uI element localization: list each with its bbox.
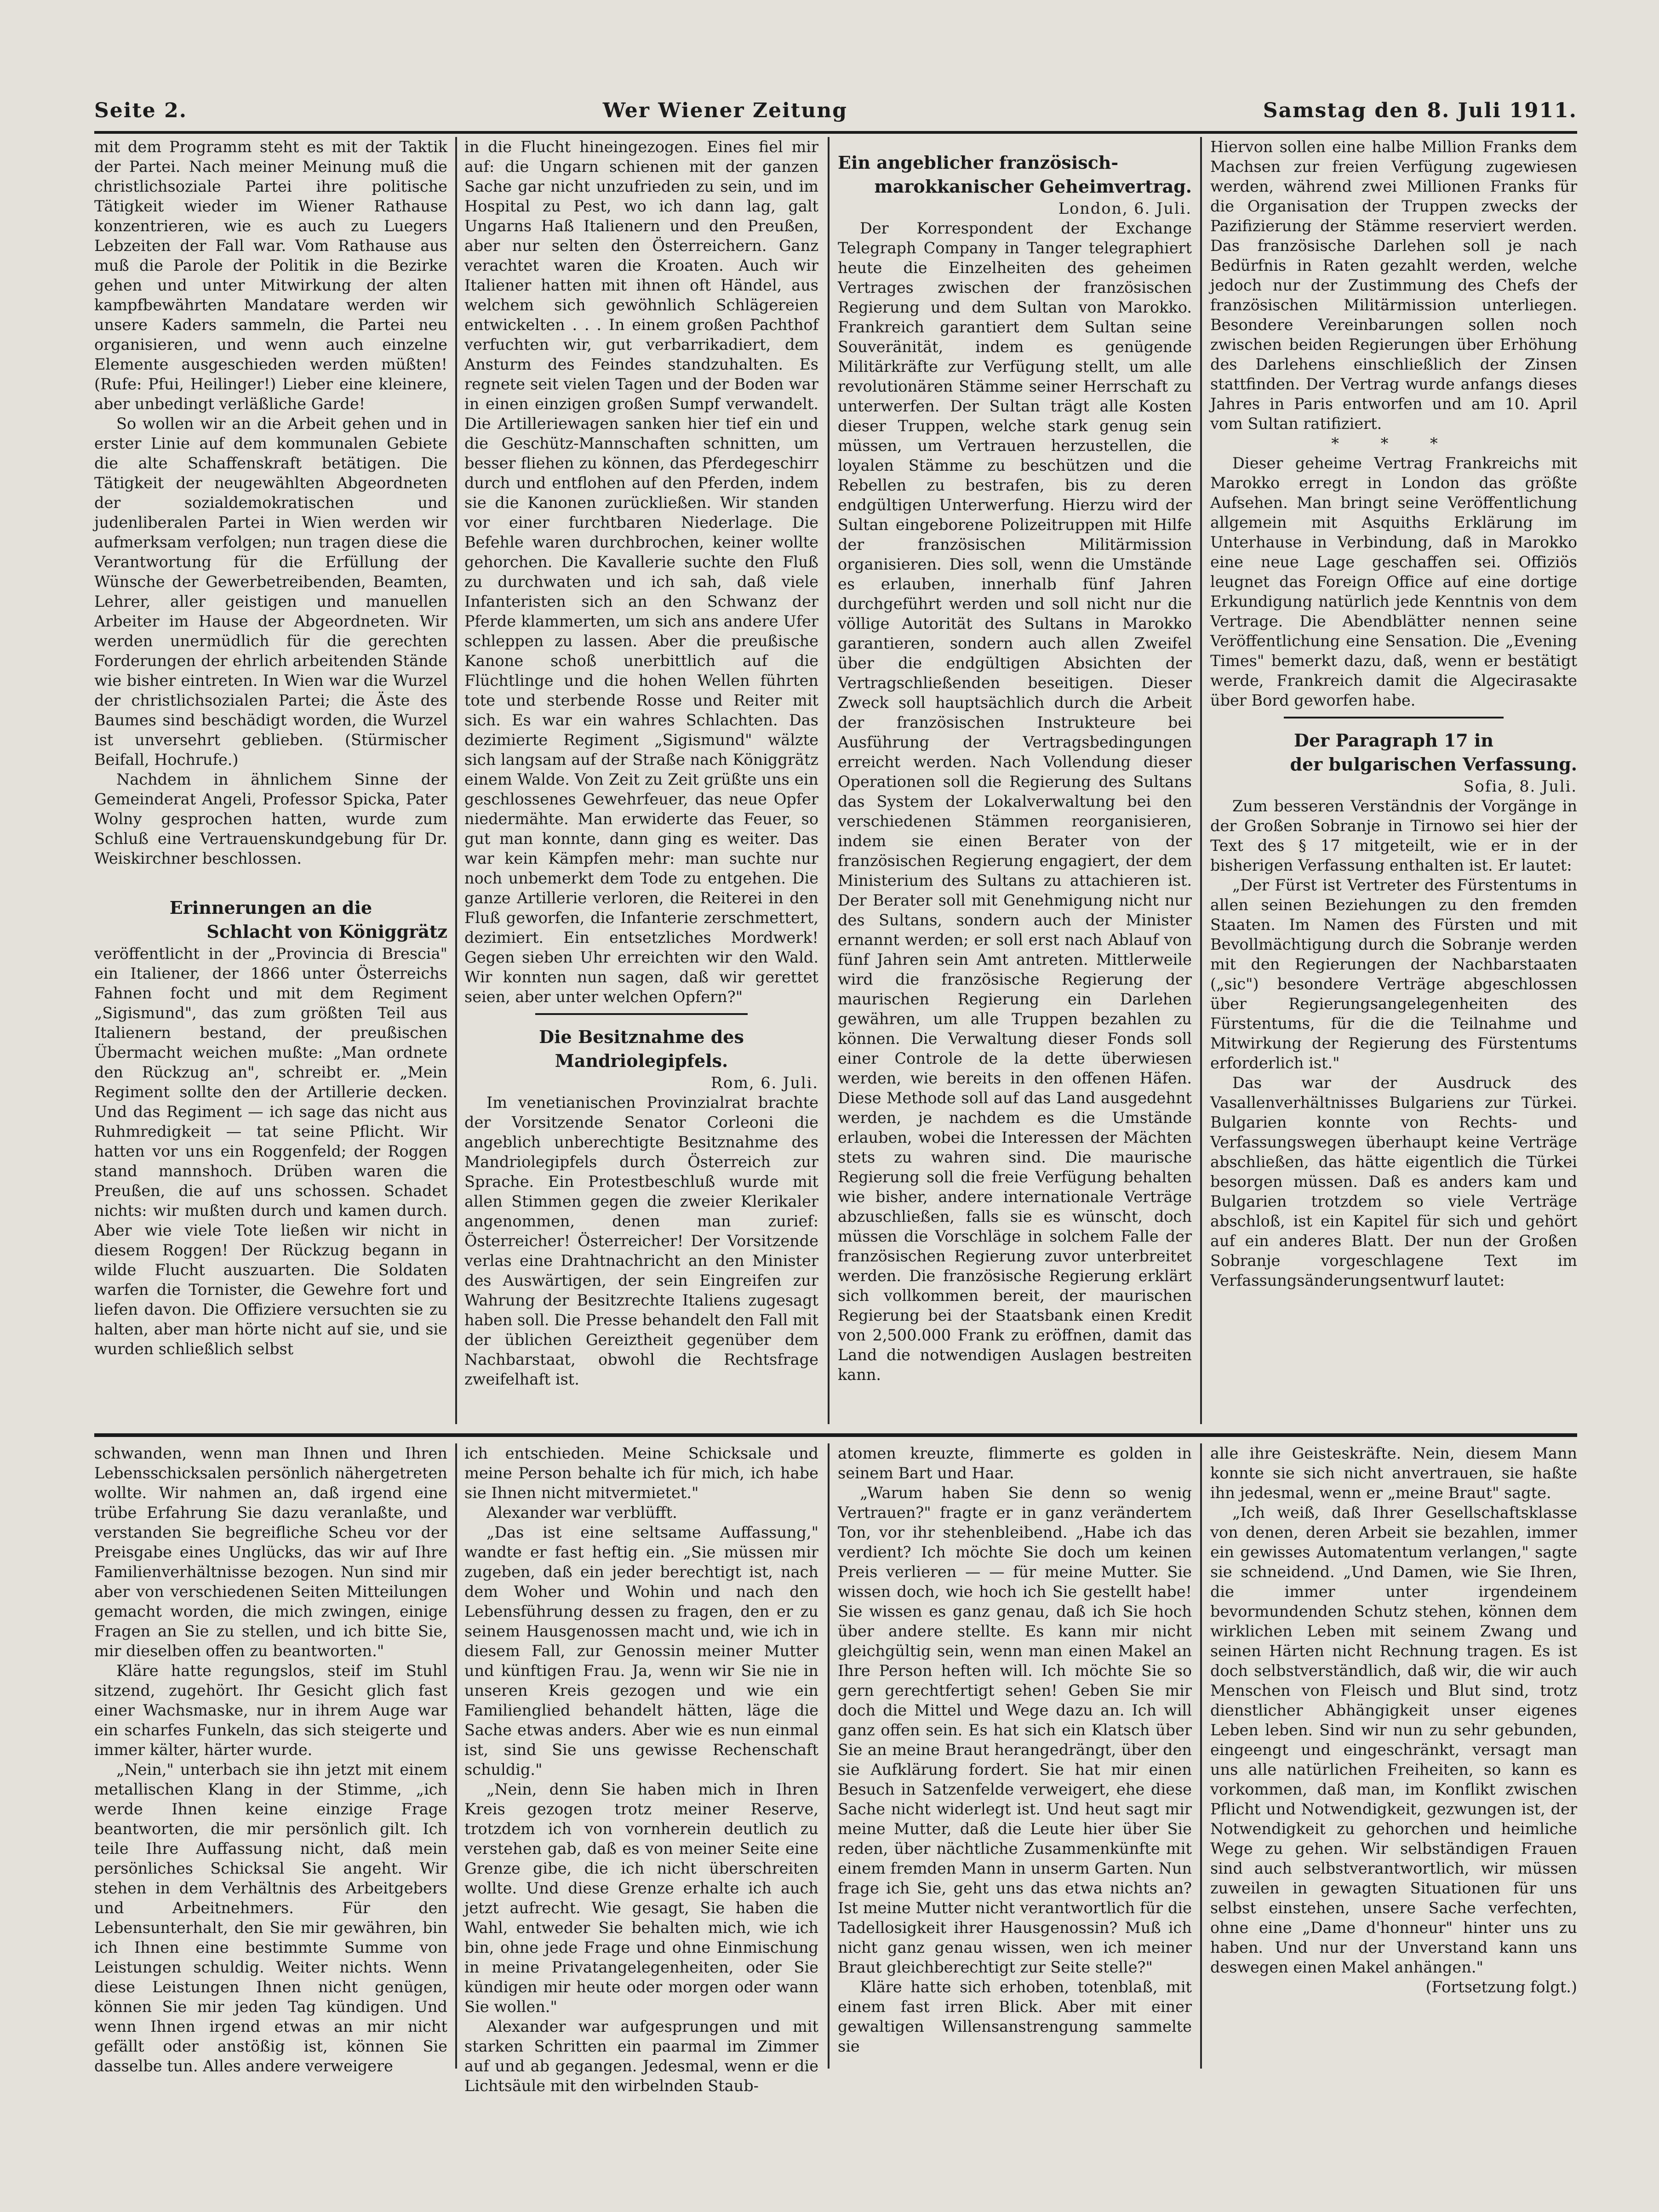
paragraph: Hiervon sollen eine halbe Million Franks dem Machsen zur freien Verfügung zugewiesen werden, während zwei Millionen Franks für die Organisation der Truppen zwecks der Pazifizierung der Stämme reserviert werden. Das französische Darlehen soll je nach Bedürfnis in Raten gezahlt werden, welche jedoch nur der Zustimmung des Chefs der französischen Militärmission unterliegen. Besondere Vereinbarungen sollen noch zwischen beiden Regierungen über Erhöhung des Darlehens einschließlich der Zinsen stattfinden. Der Vertrag wurde anfangs dieses Jahres in Paris entworfen und am 10. April vom Sultan ratifiziert. bbox=[1210, 138, 1577, 433]
headline-paragraph17-1: Der Paragraph 17 in bbox=[1293, 730, 1493, 751]
article-divider bbox=[535, 1013, 748, 1015]
feuilleton-column-2 bbox=[464, 1443, 818, 2095]
dateline: Sofia, 8. Juli. bbox=[1463, 777, 1577, 795]
paragraph: alle ihre Geisteskräfte. Nein, diesem Mann konnte sie sich nicht anvertrauen, sie haßte ihn jedesmal, wenn er „meine Braut" sagte. bbox=[1210, 1444, 1577, 1502]
paragraph: Der Korrespondent der Exchange Telegraph Company in Tanger telegraphiert heute die Einzelheiten des geheimen Vertrages zwischen der französischen Regierung und dem Sultan von Marokko. Frankreich garantiert dem Sultan seine Souveränität, indem es genügende Militärkräfte zur Verfügung stellt, um alle revolutionären Stämme seiner Herrschaft zu unterwerfen. Der Sultan trägt alle Kosten dieser Truppen, welche stark genug sein müssen, um Vertrauen herzustellen, die loyalen Stämme zu beschützen und die Rebellen zu bestrafen, bis zu deren endgültigen Unterwerfung. Hierzu wird der Sultan eingeborene Polizeitruppen mit Hilfe der französischen Militärmission organisieren. Dies soll, wenn die Umstände es erlauben, innerhalb fünf Jahren durchgeführt werden und soll nicht nur die völlige Autorität des Sultans in Marokko garantieren, sondern auch allen Zweifel über die endgültigen Absichten der Vertragschließenden beseitigen. Dieser Zweck soll hauptsächlich durch die Arbeit der französischen Instrukteure bei Ausführung der Vertragsbedingungen erreicht werden. Nach Vollendung dieser Operationen soll die Regierung des Sultans das System der Lokalverwaltung bei den verschiedenen Stämmen reorganisieren, indem sie einen Berater von der französischen Regierung engagiert, der dem Ministerium des Sultans zu attachieren ist. Der Berater soll mit Genehmigung nicht nur des Sultans, sondern auch der Minister ernannt werden; er soll erst nach Ablauf von fünf Jahren sein Amt antreten. Mittlerweile wird die französische Regierung der maurischen Regierung ein Darlehen gewähren, um alle Truppen bezahlen zu können. Die Verwaltung dieser Fonds soll einer Controle de la dette überwiesen werden, wie bereits in den offenen Häfen. Diese Methode soll auf das Land ausgedehnt werden, je nachdem es die Umstände erlauben, wobei die Interessen der Mächten stets zu wahren sind. Die maurische Regierung soll die freie Verfügung behalten wie bisher, andere internationale Verträge abzuschließen, falls sie es wünscht, doch müssen die Vorschläge in solchem Falle der französischen Regierung zuvor unterbreitet werden. Die französische Regierung erklärt sich vollkommen bereit, der maurischen Regierung bei der Staatsbank einen Kredit von 2,500.000 Frank zu eröffnen, damit das Land die notwendigen Auslagen bestreiten kann. bbox=[838, 219, 1192, 1384]
paragraph: „Nein," unterbach sie ihn jetzt mit einem metallischen Klang in der Stimme, „ich werde Ihnen keine einzige Frage beantworten, die mir persönlich gilt. Ich teile Ihre Auffassung nicht, daß mein persönliches Schicksal Sie angeht. Wir stehen in dem Verhältnis des Arbeitgebers und Arbeitnehmers. Für den Lebensunterhalt, den Sie mir gewähren, bin ich Ihnen eine bestimmte Summe von Leistungen schuldig. Weiter nichts. Wenn diese Leistungen Ihnen nicht genügen, können Sie mir jeden Tag kündigen. Und wenn Ihnen irgend etwas an mir nicht gefällt oder anstößig ist, können Sie dasselbe tun. Alles andere verweigere bbox=[94, 1761, 447, 2075]
paragraph: So wollen wir an die Arbeit gehen und in erster Linie auf dem kommunalen Gebiete die alte Schaffenskraft betätigen. Die Tätigkeit der neugewählten Abgeordneten der sozialdemokratischen und judenliberalen Partei in Wien werden wir aufmerksam verfolgen; nun tragen diese die Verantwortung für die Erfüllung der Wünsche der Gewerbetreibenden, Beamten, Lehrer, aller geistigen und manuellen Arbeiter im Hause der Abgeordneten. Wir werden unermüdlich für die gerechten Forderungen der ehrlich arbeitenden Stände wie bisher eintreten. In Wien war die Wurzel der christlichsozialen Partei; die Äste des Baumes sind beschädigt worden, die Wurzel ist unversehrt geblieben. (Stürmischer Beifall, Hochrufe.) bbox=[94, 415, 447, 769]
article-divider bbox=[1284, 717, 1504, 718]
newspaper-title: Wer Wiener Zeitung bbox=[602, 98, 847, 122]
paragraph: Nachdem in ähnlichem Sinne der Gemeinderat Angeli, Professor Spicka, Pater Wolny gesprochen hatten, wurde zum Schluß eine Vertrauenskundgebung für Dr. Weiskirchner beschlossen. bbox=[94, 770, 447, 867]
column-4 bbox=[1210, 137, 1577, 1428]
column-divider bbox=[828, 137, 830, 1424]
paragraph: Kläre hatte regungslos, steif im Stuhl sitzend, zugehört. Ihr Gesicht glich fast einer Wachsmaske, nur in ihrem Auge war ein scharfes Funkeln, das sich steigerte und immer kälter, härter wurde. bbox=[94, 1662, 447, 1759]
column-2 bbox=[464, 137, 818, 1428]
column-1 bbox=[94, 137, 447, 1428]
masthead bbox=[94, 94, 1577, 126]
paragraph: veröffentlicht in der „Provincia di Brescia" ein Italiener, der 1866 unter Österreichs Fahnen focht und mit dem Regiment „Sigismund", das zum größten Teil aus Italienern bestand, der preußischen Übermacht weichen mußte: „Man ordnete den Rückzug an", schreibt er. „Mein Regiment sollte den der Artillerie decken. Und das Regiment — ich sage das nicht aus Ruhmredigkeit — tat seine Pflicht. Wir hatten vor uns ein Roggenfeld; der Roggen stand mannshoch. Drüben waren die Preußen, die auf uns schossen. Schadet nichts: wir mußten durch und kamen durch. Aber wie viele Tote ließen wir nicht in diesem Roggen! Der Rückzug begann in wilde Flucht auszuarten. Die Soldaten warfen die Tornister, die Gewehre fort und liefen davon. Die Offiziere versuchten sie zu halten, aber man hörte nicht auf sie, und sie wurden schließlich selbst bbox=[94, 945, 447, 1358]
paragraph: mit dem Programm steht es mit der Taktik der Partei. Nach meiner Meinung muß die christlichsoziale Partei ihre politische Tätigkeit wieder im Wiener Rathause konzentrieren, wie es auch zu Luegers Lebzeiten der Fall war. Vom Rathause aus muß die Parole der Politik in die Bezirke gehen und unter Mitwirkung der alten kampfbewährten Mandatare werden wir unsere Kaders sammeln, die Partei neu organisieren, und wenn auch einzelne Elemente ausgeschieden werden müßten! (Rufe: Pfui, Heilinger!) Lieber eine kleinere, aber unbedingt verläßliche Garde! bbox=[94, 138, 447, 413]
paragraph: Dieser geheime Vertrag Frankreichs mit Marokko erregt in London das größte Aufsehen. Man bringt seine Veröffentlichung allgemein mit Asquiths Erklärung im Unterhause in Verbindung, daß in Marokko eine neue Lage geschaffen sei. Offiziös leugnet das Foreign Office auf eine dortige Erkundigung natürlich jede Kenntnis von dem Vertrage. Die Abendblätter nennen seine Veröffentlichung eine Sensation. Die „Evening Times" bemerkt dazu, daß, wenn er bestätigt werde, Frankreich damit die Algecirasakte über Bord geworfen habe. bbox=[1210, 454, 1577, 709]
column-divider bbox=[455, 1443, 457, 2069]
feuilleton-rule bbox=[94, 1433, 1577, 1437]
section-stars: * * * bbox=[1331, 434, 1456, 452]
feuilleton-column-4 bbox=[1210, 1443, 1577, 2069]
paragraph: in die Flucht hineingezogen. Eines fiel mir auf: die Ungarn schienen mit der ganzen Sache gar nicht unzufrieden zu sein, und im Hospital zu Pest, wo ich dann lag, galt Ungarns Haß Italienern und den Preußen, aber nur selten den Österreichern. Ganz verachtet waren die Kroaten. Auch wir Italiener hatten mit ihnen oft Händel, aus welchem sich gewöhnlich Schlägereien entwickelten . . . In einem großen Pachthof verfuchten wir, gut verbarrikadiert, dem Ansturm des Feindes standzuhalten. Es regnete seit vielen Tagen und der Boden war in einen einzigen großen Sumpf verwandelt. Die Artilleriewagen sanken hier tief ein und die Geschütz-Mannschaften schnitten, um besser fliehen zu können, das Pferdegeschirr durch und entflohen auf den Pferden, indem sie die Kanonen zurückließen. Wir standen vor einer furchtbaren Niederlage. Die Befehle waren durchbrochen, keiner wollte gehorchen. Die Kavallerie suchte den Fluß zu durchwaten und ich sah, daß viele Infanteristen sich an den Schwanz der Pferde klammerten, um sich ans andere Ufer schleppen zu lassen. Aber die preußische Kanone schoß unerbittlich auf die Flüchtlinge und die hohen Wellen führten tote und sterbende Rosse und Reiter mit sich. Es war ein wahres Schlachten. Das dezimierte Regiment „Sigismund" wälzte sich langsam auf der Straße nach Königgrätz einem Walde. Von Zeit zu Zeit grüßte uns ein geschlossenes Gewehrfeuer, das neue Opfer niedermähte. Man erwiderte das Feuer, so gut man konnte, dann ging es weiter. Das war kein Kämpfen mehr: man suchte nur noch unbemerkt dem Tode zu entgehen. Die ganze Artillerie verloren, die Reiterei in den Fluß geworfen, die Infanterie zerschmettert, dezimiert. Ein entsetzliches Mordwerk! Gegen sieben Uhr erreichten wir den Wald. Wir konnten nun sagen, daß wir gerettet seien, aber unter welchen Opfern?" bbox=[464, 138, 818, 1006]
dateline: London, 6. Juli. bbox=[1058, 200, 1192, 217]
page-number: Seite 2. bbox=[94, 98, 188, 122]
headline-marokko-1: Ein angeblicher französisch- bbox=[838, 152, 1119, 173]
column-divider bbox=[1200, 1443, 1202, 2069]
column-divider bbox=[828, 1443, 830, 2069]
paragraph: Alexander war verblüfft. bbox=[486, 1504, 677, 1522]
paragraph: ich entschieden. Meine Schicksale und meine Person behalte ich für mich, ich habe sie Ihnen nicht mitvermietet." bbox=[464, 1444, 818, 1502]
paragraph: atomen kreuzte, flimmerte es golden in seinem Bart und Haar. bbox=[838, 1444, 1192, 1482]
feuilleton-column-1 bbox=[94, 1443, 447, 2075]
issue-date: Samstag den 8. Juli 1911. bbox=[1263, 98, 1577, 122]
paragraph: „Der Fürst ist Vertreter des Fürstentums in allen seinen Beziehungen zu den fremden Staaten. Im Namen des Fürsten und mit Bevollmächtigung durch die Sobranje werden mit den Regierungen der Nachbarstaaten („sic") besondere Verträge abgeschlossen über Regierungsangelegenheiten des Fürstentums, für die die Teilnahme und Mitwirkung der Regierung des Fürstentums erforderlich ist." bbox=[1210, 876, 1577, 1072]
feuilleton-column-3 bbox=[838, 1443, 1192, 2069]
paragraph: „Das ist eine seltsame Auffassung," wandte er fast heftig ein. „Sie müssen mir zugeben, daß ein jeder berechtigt ist, nach dem Woher und Wohin und nach den Lebensführung dessen zu fragen, den er zu seinem Hausgenossen macht und, wie ich in diesem Fall, zur Genossin meiner Mutter und künftigen Frau. Ja, wenn wir Sie nie in unseren Kreis gezogen und wie ein Familienglied behandelt hätten, läge die Sache etwas anders. Aber wie es nun einmal ist, sind Sie uns gewisse Rechenschaft schuldig." bbox=[464, 1523, 818, 1779]
continuation-note: (Fortsetzung folgt.) bbox=[1425, 1978, 1577, 1996]
headline-marokko-2: marokkanischer Geheimvertrag. bbox=[874, 176, 1192, 197]
headline-mandriole: Die Besitznahme des Mandriolegipfels. bbox=[539, 1026, 744, 1071]
paragraph: Zum besseren Verständnis der Vorgänge in der Großen Sobranje in Tirnowo sei hier der Text des § 17 mitgeteilt, wie er in der bisherigen Verfassung enthalten ist. Er lautet: bbox=[1210, 797, 1577, 874]
headline-koeniggraetz-2: Schlacht von Königgrätz bbox=[206, 921, 447, 942]
paragraph: Das war der Ausdruck des Vasallenverhältnisses Bulgariens zur Türkei. Bulgarien konnte von Rechts- und Verfassungswegen überhaupt keine Verträge abschließen, das hätte eigentlich die Türkei besorgen müssen. Daß es anders kam und Bulgarien trotzdem so viele Verträge abschloß, ist ein Kapitel für sich und gehört auf ein anderes Blatt. Der nun der Großen Sobranje vorgeschlagene Text im Verfassungsänderungsentwurf lautet: bbox=[1210, 1074, 1577, 1289]
paragraph: „Nein, denn Sie haben mich in Ihren Kreis gezogen trotz meiner Reserve, trotzdem ich von vornherein deutlich zu verstehen gab, daß es von meiner Seite eine Grenze gibe, die ich nicht überschreiten wollte. Und diese Grenze erhalte ich auch jetzt aufrecht. Wie gesagt, Sie haben die Wahl, entweder Sie behalten mich, wie ich bin, ohne jede Frage und ohne Einmischung in meine Privatangelegenheiten, oder Sie kündigen mir heute oder morgen oder wann Sie wollen." bbox=[464, 1780, 818, 2016]
headline-koeniggraetz-1: Erinnerungen an die bbox=[169, 897, 372, 918]
paragraph: Im venetianischen Provinzialrat brachte der Vorsitzende Senator Corleoni die angeblich unberechtigte Besitznahme des Mandriolegipfels durch Österreich zur Sprache. Ein Protestbeschluß wurde mit allen Stimmen gegen die zweier Klerikaler angenommen, denen man zurief: Österreicher! Österreicher! Der Vorsitzende verlas eine Drahtnachricht an den Minister des Auswärtigen, der sein Eingreifen zur Wahrung der Besitzrechte Italiens zugesagt haben soll. Die Presse behandelt den Fall mit der üblichen Gereiztheit gegenüber dem Nachbarstaat, obwohl die Rechtsfrage zweifelhaft ist. bbox=[464, 1094, 818, 1388]
headline-paragraph17-2: der bulgarischen Verfassung. bbox=[1290, 754, 1577, 775]
paragraph: Alexander war aufgesprungen und mit starken Schritten ein paarmal im Zimmer auf und ab gegangen. Jedesmal, wenn er die Lichtsäule mit den wirbelnden Staub- bbox=[464, 2018, 818, 2095]
paragraph: „Warum haben Sie denn so wenig Vertrauen?" fragte er in ganz verändertem Ton, vor ihr stehenbleibend. „Habe ich das verdient? Ich möchte Sie doch um keinen Preis verlieren — — für meine Mutter. Sie wissen doch, wie hoch ich Sie gestellt habe! Sie wissen es ganz genau, daß ich Sie hoch über andere stellte. Es kann mir nicht gleichgültig sein, wenn man einen Makel an Ihre Person heften will. Ich möchte Sie so gern gerechtfertigt sehen! Geben Sie mir doch die Mittel und Wege dazu an. Ich will ganz offen sein. Es hat sich ein Klatsch über Sie an meine Braut herangedrängt, über den sie Aufklärung fordert. Sie hat mir einen Besuch in Satzenfelde verweigert, ehe diese Sache nicht widerlegt ist. Und heut sagt mir meine Mutter, daß die Leute hier über Sie reden, über nächtliche Zusammenkünfte mit einem fremden Mann in unserm Garten. Nun frage ich Sie, geht uns das etwa nichts an? Ist meine Mutter nicht verantwortlich für die Tadellosigkeit ihrer Hausgenossin? Muß ich nicht ganz genau wissen, wen ich meiner Braut gleichberechtigt zur Seite stelle?" bbox=[838, 1484, 1192, 1976]
dateline: Rom, 6. Juli. bbox=[710, 1074, 818, 1092]
paragraph: schwanden, wenn man Ihnen und Ihren Lebensschicksalen persönlich nähergetreten wollte. Wir nahmen an, daß irgend eine trübe Erfahrung Sie dazu veranlaßte, und verstanden Sie begreifliche Scheu vor der Preisgabe eines Unglücks, das wir auf Ihre Familienverhältnisse bezogen. Nun sind mir aber von verschiedenen Seiten Mitteilungen gemacht worden, die mich zwingen, einige Fragen an Sie zu stellen, und ich bitte Sie, mir dieselben offen zu beantworten." bbox=[94, 1444, 447, 1660]
column-divider bbox=[1200, 137, 1202, 1424]
column-divider bbox=[455, 137, 457, 1424]
column-3 bbox=[838, 137, 1192, 1428]
paragraph: Kläre hatte sich erhoben, totenblaß, mit einem fast irren Blick. Aber mit einer gewaltigen Willensanstrengung sammelte sie bbox=[838, 1978, 1192, 2055]
masthead-rule bbox=[94, 131, 1577, 134]
paragraph: „Ich weiß, daß Ihrer Gesellschaftsklasse von denen, deren Arbeit sie bezahlen, immer ein gewisses Automatentum verlangen," sagte sie schneidend. „Und Damen, wie Sie Ihren, die immer unter irgendeinem bevormundenden Schutz stehen, können dem wirklichen Leben mit seinem Zwang und seinen Härten nicht Rechnung tragen. Es ist doch selbstverständlich, daß wir, die wir auch Menschen von Fleisch und Blut sind, trotz dienstlicher Abhängigkeit unser eigenes Leben leben. Sind wir nun zu sehr gebunden, eingeengt und eingeschränkt, versagt man uns alle natürlichen Freiheiten, so kann es vorkommen, daß man, im Konflikt zwischen Pflicht und Notwendigkeit, gezwungen ist, der Notwendigkeit zu gehorchen und heimliche Wege zu gehen. Wir selbständigen Frauen sind auch selbstverantwortlich, wir müssen zuweilen in gewagten Situationen für uns selbst einstehen, unsere Sache verfechten, ohne eine „Dame d'honneur" hinter uns zu haben. Und nur der Unverstand kann uns deswegen einen Makel anhängen." bbox=[1210, 1504, 1577, 1976]
